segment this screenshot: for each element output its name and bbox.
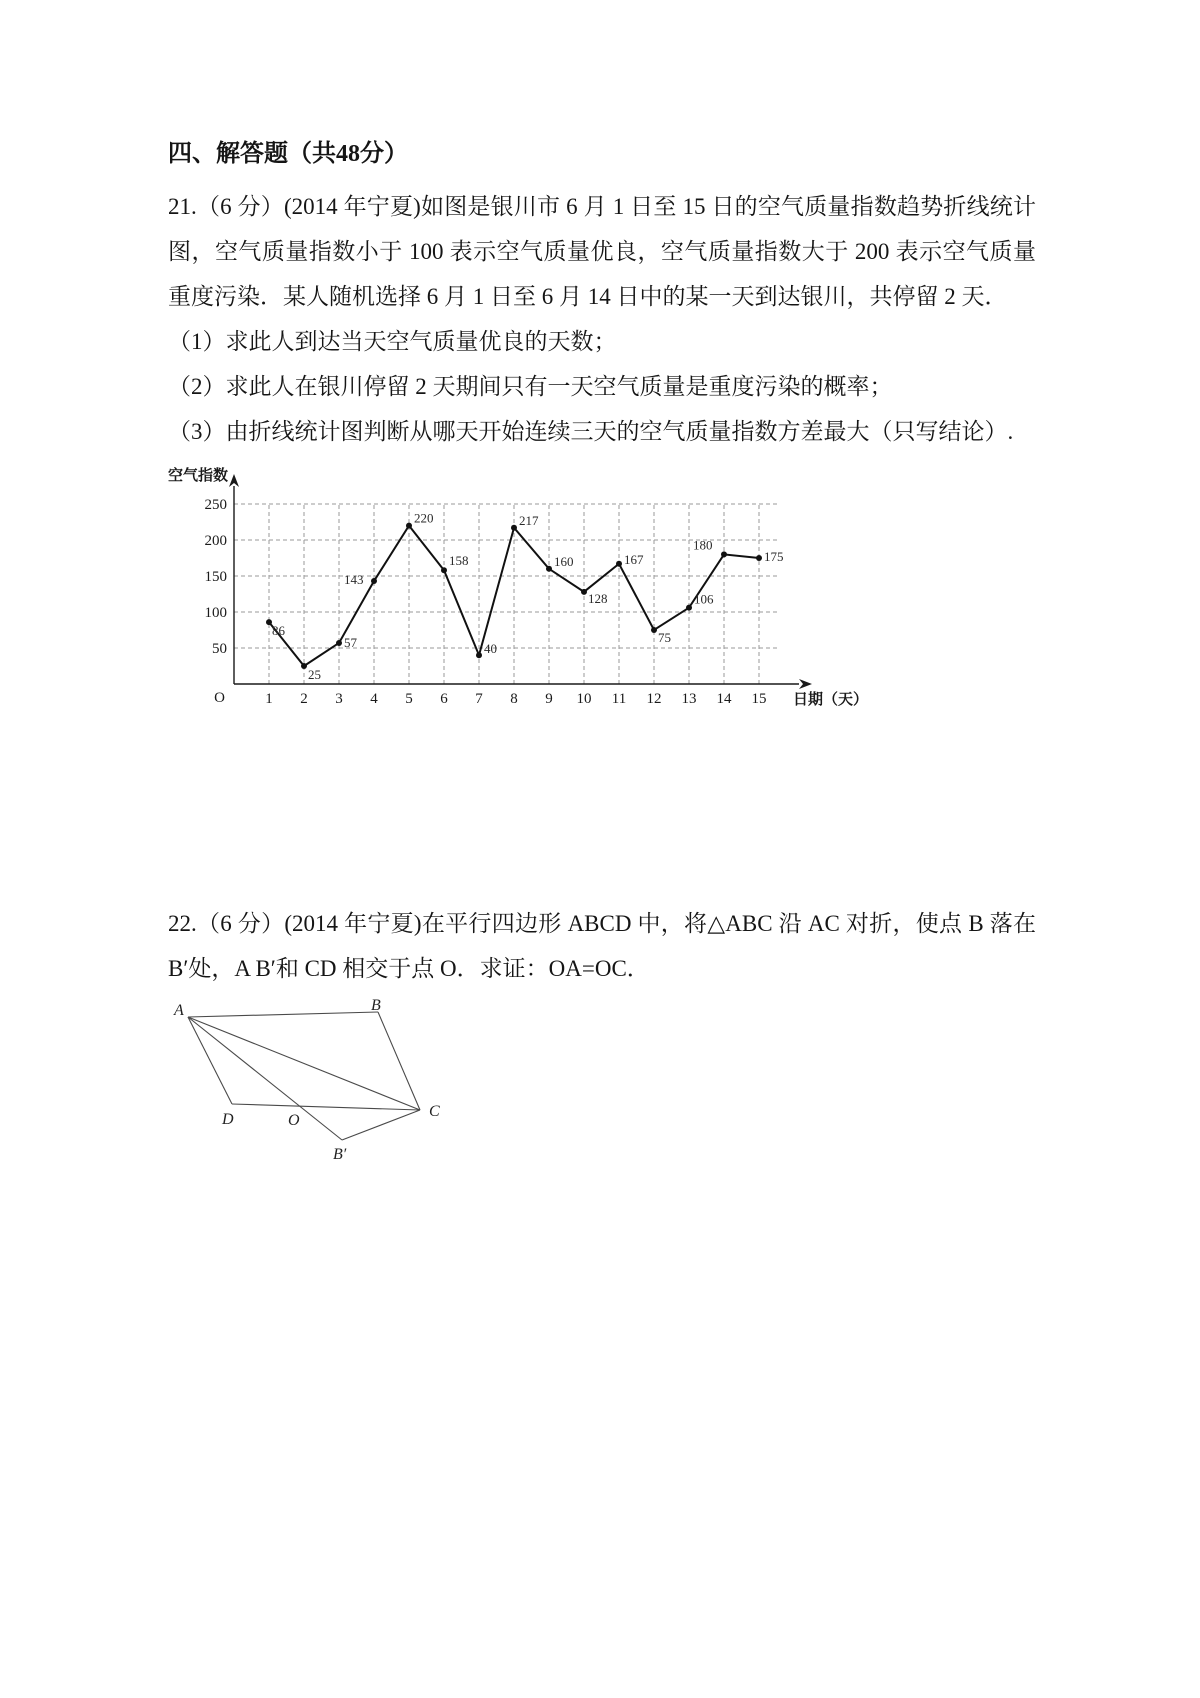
svg-text:5: 5: [405, 691, 413, 707]
question-22: [168, 901, 1036, 1169]
aqi-line-chart: [168, 464, 1036, 716]
svg-text:143: 143: [344, 572, 364, 588]
aqi-line-chart-svg: [168, 464, 872, 716]
question-21: [168, 184, 1036, 716]
svg-text:3: 3: [335, 691, 343, 707]
vertex-label-D: D: [222, 1111, 234, 1128]
x-axis-arrow-icon: [799, 679, 812, 689]
svg-text:6: 6: [440, 691, 448, 707]
vertex-label-Bp: B′: [333, 1146, 347, 1163]
svg-text:175: 175: [764, 549, 784, 564]
svg-text:250: 250: [204, 497, 227, 513]
svg-text:150: 150: [204, 569, 227, 585]
svg-text:4: 4: [370, 691, 378, 707]
chart-origin-label: O: [214, 690, 225, 706]
q21-part-3: （3）由折线统计图判断从哪天开始连续三天的空气质量指数方差最大（只写结论）.: [168, 419, 1014, 444]
svg-text:217: 217: [519, 512, 539, 528]
vertex-label-B: B: [371, 999, 381, 1014]
q21-part-2: （2）求此人在银川停留 2 天期间只有一天空气质量是重度污染的概率；: [168, 374, 893, 399]
parallelogram-figure: [168, 999, 1036, 1169]
svg-text:180: 180: [693, 537, 713, 553]
svg-text:12: 12: [646, 691, 662, 707]
chart-axis-ticks: [205, 497, 767, 707]
svg-text:1: 1: [265, 691, 273, 707]
chart-x-axis-label: 日期（天）: [793, 692, 869, 708]
chart-series-line: [269, 526, 759, 666]
svg-text:8: 8: [510, 691, 518, 707]
vertex-label-O: O: [288, 1112, 300, 1129]
svg-text:14: 14: [716, 691, 732, 707]
chart-y-axis-label: 空气指数: [168, 468, 229, 484]
svg-text:9: 9: [545, 691, 553, 707]
section-title: 四、解答题（共48分）: [168, 141, 408, 167]
svg-text:25: 25: [308, 667, 321, 682]
svg-text:200: 200: [204, 533, 227, 549]
svg-text:167: 167: [624, 551, 644, 567]
vertex-label-C: C: [429, 1103, 440, 1120]
svg-text:220: 220: [414, 510, 434, 526]
svg-text:10: 10: [576, 691, 592, 707]
svg-text:75: 75: [658, 630, 671, 645]
q22-text: 22.（6 分）(2014 年宁夏)在平行四边形 ABCD 中，将△ABC 沿 AC 对折，使点 B 落在 B′处，A B′和 CD 相交于点 O．求证：OA=OC．: [168, 911, 1036, 981]
svg-text:86: 86: [272, 623, 285, 639]
vertex-label-A: A: [174, 1002, 184, 1019]
svg-text:2: 2: [300, 691, 308, 707]
svg-text:128: 128: [588, 590, 608, 606]
svg-text:7: 7: [475, 691, 483, 707]
svg-text:40: 40: [484, 641, 497, 657]
chart-point-labels: [272, 511, 784, 682]
figure-vertex-labels: [173, 999, 440, 1163]
y-axis-arrow-icon: [229, 474, 239, 487]
document-page: [168, 138, 1036, 1169]
q21-part-1: （1）求此人到达当天空气质量优良的天数；: [168, 329, 617, 354]
svg-text:160: 160: [554, 553, 574, 569]
svg-text:15: 15: [751, 691, 767, 707]
q21-intro: 21.（6 分）(2014 年宁夏)如图是银川市 6 月 1 日至 15 日的空气质量指数趋势折线统计图，空气质量指数小于 100 表示空气质量优良，空气质量指数大于 200 表示空气质量重度污染．某人随机选择 6 月 1 日至 6 月 14 日中的某一天到达银川，共停留 2 天．: [168, 194, 1037, 309]
svg-text:11: 11: [611, 691, 627, 707]
parallelogram-figure-svg: [168, 999, 468, 1169]
svg-text:106: 106: [694, 591, 714, 607]
svg-text:57: 57: [344, 634, 357, 650]
svg-text:50: 50: [212, 641, 227, 657]
svg-text:100: 100: [204, 605, 227, 621]
svg-text:158: 158: [449, 553, 469, 569]
svg-text:13: 13: [681, 691, 697, 707]
